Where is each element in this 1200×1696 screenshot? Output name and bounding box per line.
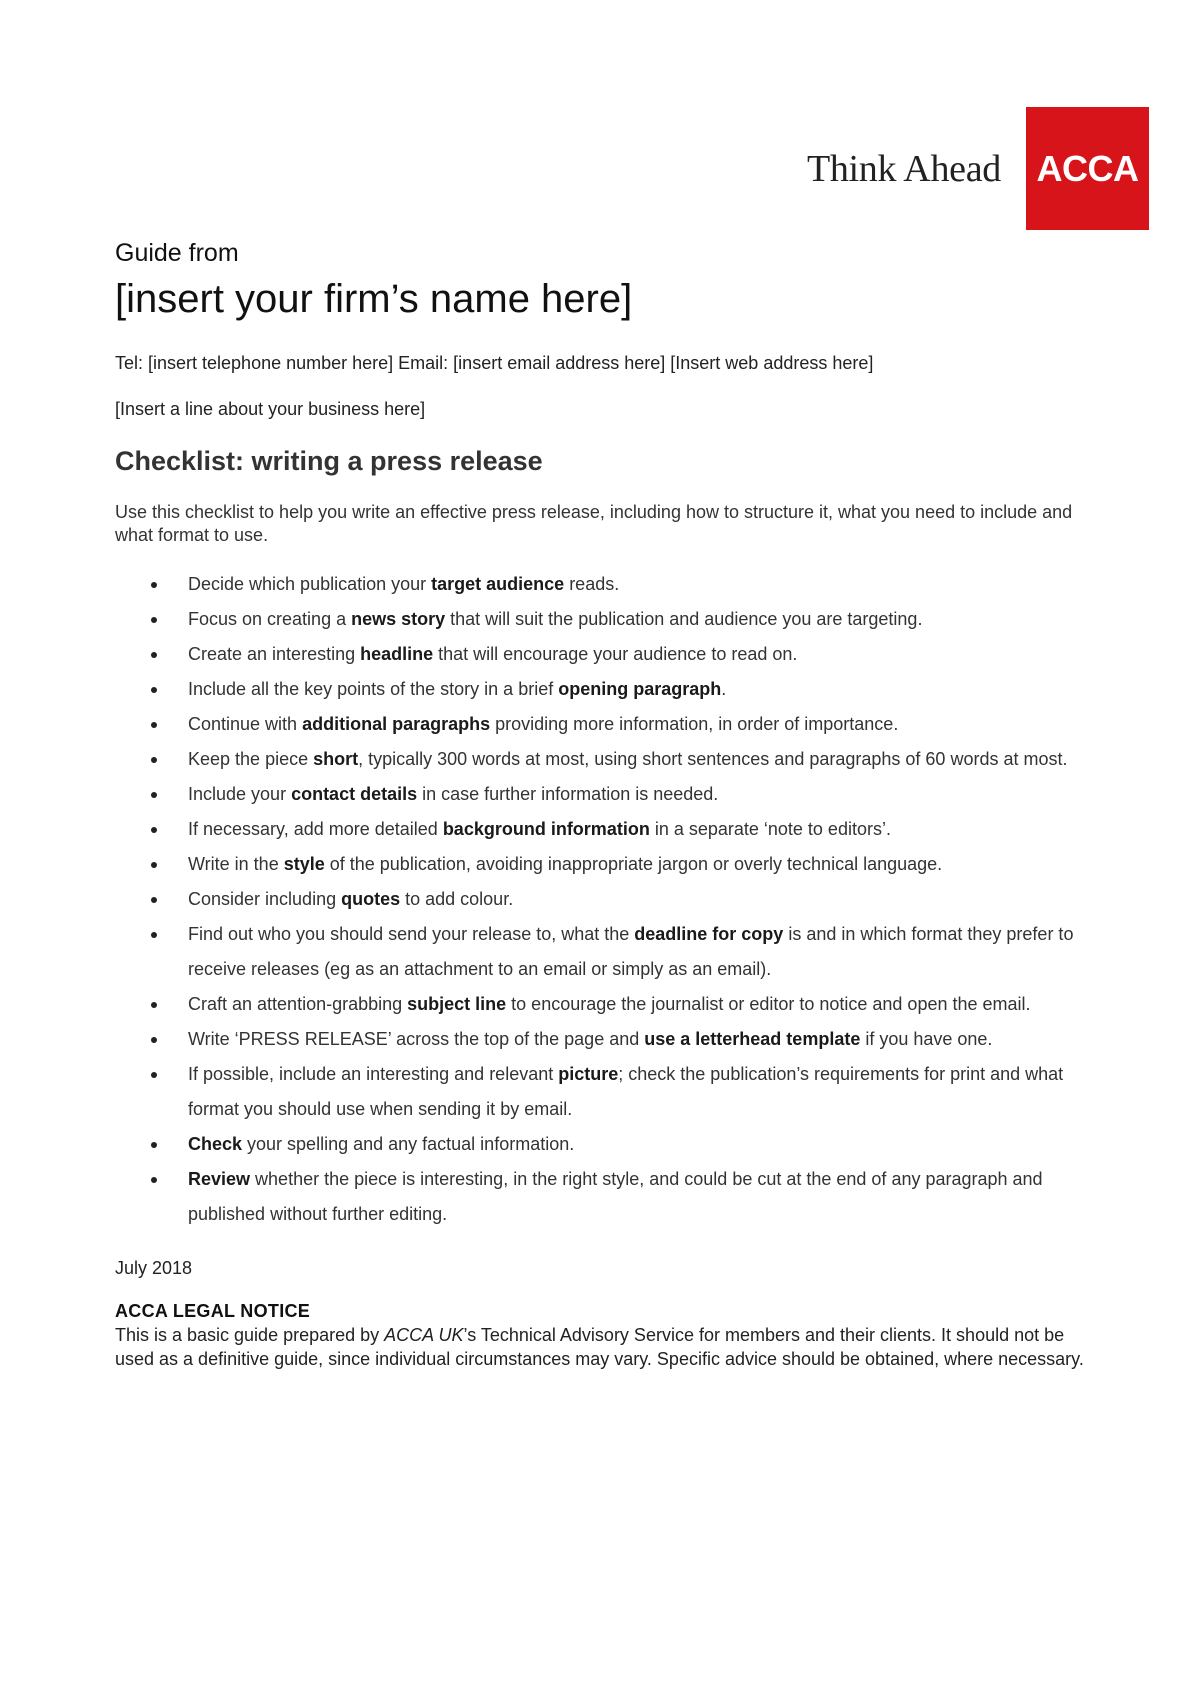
- bullet-icon: [151, 897, 157, 903]
- checklist-item: [115, 1162, 1095, 1232]
- item-text: Write ‘PRESS RELEASE’ across the top of the page and: [188, 1029, 645, 1049]
- checklist-intro: Use this checklist to help you write an effective press release, including how to structure it, what you need to include and what format to use.: [115, 502, 1073, 545]
- checklist-item: [115, 812, 1095, 847]
- item-text: Find out who you should send your release to, what the: [188, 924, 635, 944]
- item-text: of the publication, avoiding inappropriate jargon or overly technical language.: [324, 854, 943, 874]
- item-keyword: target audience: [431, 574, 565, 594]
- item-text: your spelling and any factual information.: [242, 1134, 575, 1154]
- checklist-item: [115, 882, 1095, 917]
- bullet-icon: [151, 1142, 157, 1148]
- item-text: is and in which format they prefer to receive releases (eg as an attachment to an email or simply as an email).: [188, 924, 1074, 979]
- firm-name-heading: [insert your firm’s name here]: [115, 277, 633, 321]
- bullet-icon: [151, 792, 157, 798]
- document-date: July 2018: [115, 1258, 193, 1278]
- item-text: Decide which publication your: [188, 574, 432, 594]
- item-keyword: short: [313, 749, 359, 769]
- checklist-item: [115, 1127, 1095, 1162]
- bullet-icon: [151, 617, 157, 623]
- item-keyword: deadline for copy: [634, 924, 784, 944]
- item-keyword: subject line: [407, 994, 507, 1014]
- checklist-list: [115, 567, 1095, 1232]
- item-text: to add colour.: [400, 889, 514, 909]
- item-text: if you have one.: [860, 1029, 993, 1049]
- legal-text-end: ’s Technical Advisory Service for members and their clients. It should not be used as a definitive guide, since individual circumstances may vary. Specific advice should be obtained, where necessary.: [115, 1325, 1084, 1369]
- bullet-icon: [151, 1037, 157, 1043]
- item-keyword: Review: [188, 1169, 251, 1189]
- bullet-icon: [151, 757, 157, 763]
- item-keyword: Check: [188, 1134, 243, 1154]
- item-text: If possible, include an interesting and relevant: [188, 1064, 559, 1084]
- item-text: Write in the: [188, 854, 284, 874]
- bullet-icon: [151, 862, 157, 868]
- checklist-item: [115, 742, 1095, 777]
- checklist-item: [115, 777, 1095, 812]
- item-keyword: picture: [558, 1064, 619, 1084]
- item-keyword: additional paragraphs: [302, 714, 491, 734]
- guide-from-label: Guide from: [115, 239, 239, 267]
- acca-logo: [1026, 107, 1149, 230]
- item-text: Continue with: [188, 714, 303, 734]
- item-text: Create an interesting: [188, 644, 361, 664]
- checklist-item: [115, 567, 1095, 602]
- bullet-icon: [151, 1072, 157, 1078]
- checklist-item: [115, 847, 1095, 882]
- item-text: Include your: [188, 784, 292, 804]
- bullet-icon: [151, 722, 157, 728]
- bullet-icon: [151, 932, 157, 938]
- item-text: .: [721, 679, 727, 699]
- bullet-icon: [151, 827, 157, 833]
- item-text: Keep the piece: [188, 749, 314, 769]
- acca-logo-text: ACCA: [1036, 147, 1139, 189]
- item-keyword: opening paragraph: [558, 679, 722, 699]
- checklist-item: [115, 917, 1095, 987]
- item-text: in case further information is needed.: [417, 784, 719, 804]
- item-keyword: use a letterhead template: [644, 1029, 861, 1049]
- bullet-icon: [151, 1177, 157, 1183]
- checklist-item: [115, 602, 1095, 637]
- brand-header: [807, 107, 1149, 230]
- item-text: Craft an attention-grabbing: [188, 994, 408, 1014]
- item-text: that will encourage your audience to read on.: [433, 644, 798, 664]
- item-text: Focus on creating a: [188, 609, 352, 629]
- legal-notice-title: ACCA LEGAL NOTICE: [115, 1301, 311, 1321]
- item-text: , typically 300 words at most, using short sentences and paragraphs of 60 words at most.: [358, 749, 1068, 769]
- checklist-item: [115, 987, 1095, 1022]
- item-text: in a separate ‘note to editors’.: [649, 819, 891, 839]
- item-text: providing more information, in order of importance.: [490, 714, 899, 734]
- legal-text-start: This is a basic guide prepared by: [115, 1325, 385, 1345]
- item-keyword: contact details: [291, 784, 418, 804]
- checklist-title: Checklist: writing a press release: [115, 446, 543, 476]
- checklist-item: [115, 1057, 1095, 1127]
- checklist-item: [115, 672, 1095, 707]
- item-text: Consider including: [188, 889, 342, 909]
- document-body: [115, 236, 1095, 1371]
- checklist-item: [115, 1022, 1095, 1057]
- contact-line: Tel: [insert telephone number here] Email: [insert email address here] [Insert web address here]: [115, 353, 874, 373]
- item-text: whether the piece is interesting, in the right style, and could be cut at the end of any paragraph and published without further editing.: [188, 1169, 1043, 1224]
- item-keyword: background information: [442, 819, 650, 839]
- bullet-icon: [151, 1002, 157, 1008]
- item-keyword: quotes: [341, 889, 401, 909]
- item-keyword: style: [283, 854, 325, 874]
- item-keyword: news story: [351, 609, 446, 629]
- bullet-icon: [151, 582, 157, 588]
- business-line: [Insert a line about your business here]: [115, 399, 426, 419]
- checklist-item: [115, 707, 1095, 742]
- legal-text-italic: ACCA UK: [384, 1325, 464, 1345]
- item-text: that will suit the publication and audience you are targeting.: [445, 609, 923, 629]
- item-text: ; check the publication’s requirements for print and what format you should use when sending it by email.: [188, 1064, 1064, 1119]
- legal-notice-text: [115, 1323, 1095, 1371]
- item-keyword: headline: [360, 644, 434, 664]
- item-text: to encourage the journalist or editor to notice and open the email.: [506, 994, 1031, 1014]
- item-text: If necessary, add more detailed: [188, 819, 443, 839]
- item-text: reads.: [564, 574, 620, 594]
- bullet-icon: [151, 687, 157, 693]
- checklist-item: [115, 637, 1095, 672]
- item-text: Include all the key points of the story in a brief: [188, 679, 559, 699]
- bullet-icon: [151, 652, 157, 658]
- tagline: Think Ahead: [806, 147, 1001, 190]
